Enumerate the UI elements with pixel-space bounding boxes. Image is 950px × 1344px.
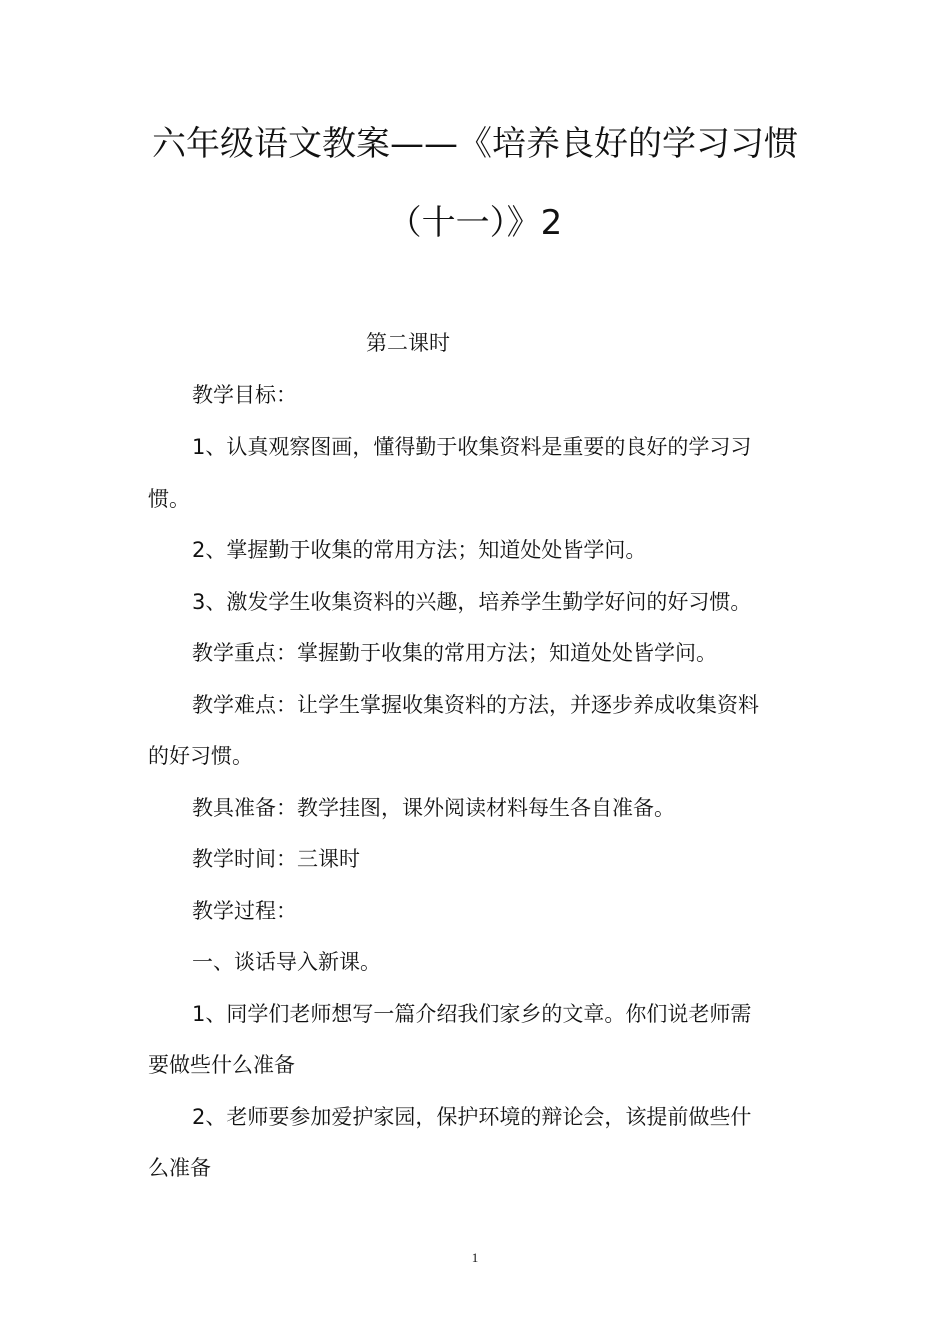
goal-1-line-2: 惯。 xyxy=(148,487,190,511)
teaching-focus: 教学重点：掌握勤于收集的常用方法；知道处处皆学问。 xyxy=(192,641,717,665)
item-2-line-1: 2、老师要参加爱护家园，保护环境的辩论会，该提前做些什 xyxy=(192,1105,752,1129)
teaching-process-heading: 教学过程： xyxy=(192,899,297,923)
teaching-aids: 教具准备：教学挂图，课外阅读材料每生各自准备。 xyxy=(192,796,675,820)
teaching-time: 教学时间：三课时 xyxy=(192,847,360,871)
teaching-goals-heading: 教学目标： xyxy=(192,383,297,407)
lesson-period-heading: 第二课时 xyxy=(366,331,450,355)
goal-3: 3、激发学生收集资料的兴趣，培养学生勤学好问的好习惯。 xyxy=(192,590,752,614)
item-1-line-1: 1、同学们老师想写一篇介绍我们家乡的文章。你们说老师需 xyxy=(192,1002,752,1026)
section-1-heading: 一、谈话导入新课。 xyxy=(192,950,381,974)
item-1-line-2: 要做些什么准备 xyxy=(148,1053,295,1077)
page-number: 1 xyxy=(471,1250,479,1265)
teaching-difficulty-line-2: 的好习惯。 xyxy=(148,744,253,768)
teaching-difficulty-line-1: 教学难点：让学生掌握收集资料的方法，并逐步养成收集资料 xyxy=(192,693,759,717)
goal-1-line-1: 1、认真观察图画，懂得勤于收集资料是重要的良好的学习习 xyxy=(192,435,752,459)
document-title-line-2: （十一）》2 xyxy=(387,203,563,243)
item-2-line-2: 么准备 xyxy=(148,1156,211,1180)
document-title-line-1: 六年级语文教案——《培养良好的学习习惯 xyxy=(152,124,798,164)
goal-2: 2、掌握勤于收集的常用方法；知道处处皆学问。 xyxy=(192,538,647,562)
